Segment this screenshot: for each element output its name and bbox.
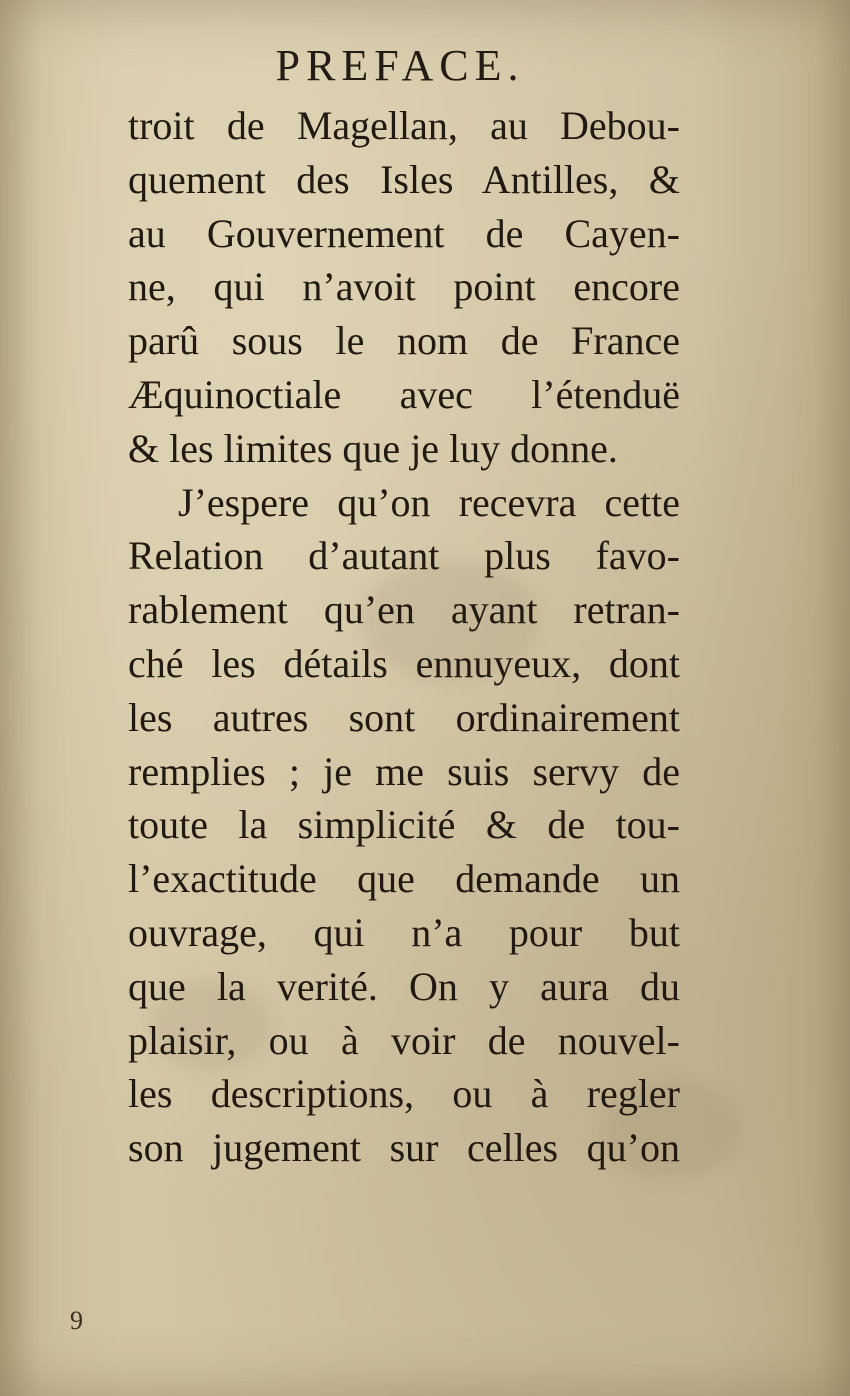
page-heading: PREFACE. — [275, 41, 525, 90]
text-line: J’espere qu’on recevra cette — [178, 479, 680, 525]
text-line: son jugement sur celles qu’on — [128, 1125, 680, 1171]
text-line: ché les détails ennuyeux, dont — [128, 640, 680, 686]
text-line: troit de Magellan, au Debou- — [128, 103, 680, 148]
text-line: parû sous le nom de France — [128, 318, 680, 364]
body-text — [128, 99, 680, 1175]
text-line: les descriptions, ou à regler — [128, 1071, 680, 1117]
text-line: les autres sont ordinairement — [128, 694, 680, 740]
text-line: l’exactitude que demande un — [128, 856, 680, 902]
text-line: toute la simplicité & de tou- — [128, 802, 680, 848]
signature-mark: 9 — [70, 1306, 83, 1335]
text-line: & les limites que je luy donne. — [128, 425, 618, 471]
text-line: Relation d’autant plus favo- — [128, 533, 680, 579]
text-line: Æquinoctiale avec l’étenduë — [128, 371, 680, 417]
text-line: ouvrage, qui n’a pour but — [128, 909, 680, 955]
text-line: rablement qu’en ayant retran- — [128, 587, 680, 633]
text-line: que la verité. On y aura du — [128, 963, 680, 1009]
text-line: remplies ; je me suis servy de — [128, 748, 680, 794]
text-line: ne, qui n’avoit point encore — [128, 264, 680, 310]
text-line: au Gouvernement de Cayen- — [128, 210, 680, 256]
text-line: quement des Isles Antilles, & — [128, 156, 680, 202]
text-line: plaisir, ou à voir de nouvel- — [128, 1017, 680, 1063]
